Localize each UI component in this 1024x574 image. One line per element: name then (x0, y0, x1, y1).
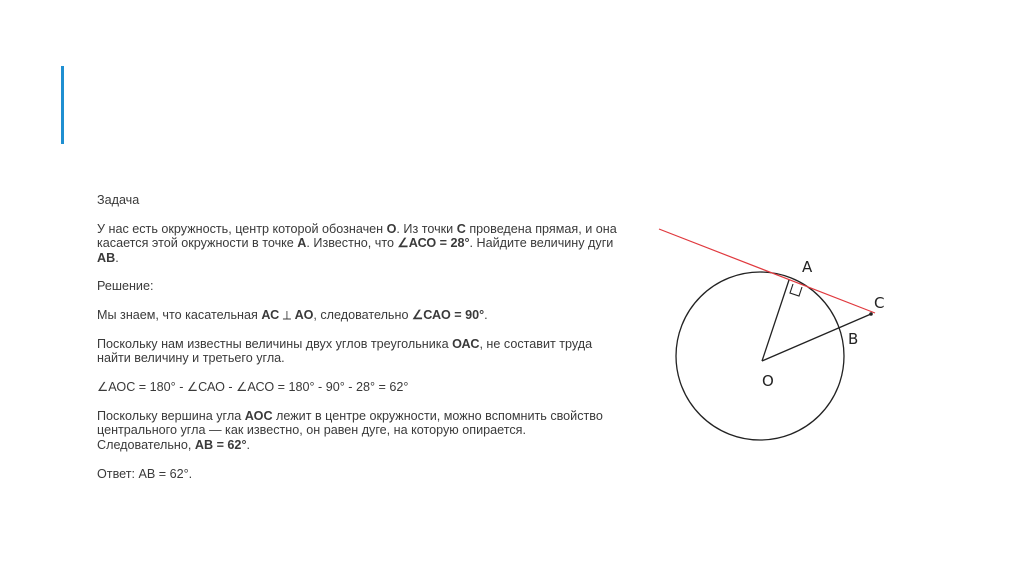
label-o: O (762, 372, 774, 390)
solution-step-1: Мы знаем, что касательная АС ⟂ АО, следовательно ∠САО = 90°. (97, 308, 488, 323)
answer: Ответ: АВ = 62°. (97, 466, 193, 481)
solution-step-4: Поскольку вершина угла АОС лежит в центре окружности, можно вспомнить свойство центрального угла — как известно, он равен дуге, на которую опирается. Следовательно, АВ = 62°. (97, 409, 603, 452)
solution-step-3: ∠АОС = 180° - ∠САО - ∠АСО = 180° - 90° - 28° = 62° (97, 380, 409, 395)
solution-heading: Решение: (97, 279, 154, 294)
arc-ab-bold: АВ (97, 250, 116, 265)
label-b: B (848, 330, 859, 348)
label-c: C (874, 294, 885, 312)
given-angle: ∠АСО = 28° (397, 236, 470, 251)
segment-oa (762, 280, 789, 361)
task-heading: Задача (97, 193, 140, 207)
point-c-bold: С (456, 221, 466, 236)
right-angle-mark (790, 284, 802, 296)
accent-bar (61, 66, 64, 144)
point-c-dot (869, 312, 873, 316)
point-a-bold: А (297, 236, 307, 251)
tangent-line (659, 229, 875, 313)
problem-statement: У нас есть окружность, центр которой обозначен О. Из точки С проведена прямая, и она касается этой окружности в точке А. Известно, что ∠АСО = 28°. Найдите величину дуги АВ. (97, 221, 617, 265)
geometry-figure (650, 218, 900, 458)
geometry-diagram (650, 218, 900, 458)
circle (676, 272, 844, 440)
problem-text (97, 193, 617, 495)
label-a: A (802, 258, 813, 276)
solution-step-2: Поскольку нам известны величины двух углов треугольника ОАС, не составит труда найти величину и третьего угла. (97, 337, 593, 366)
perpendicular-symbol: ⟂ (282, 308, 292, 323)
point-o-bold: О (386, 221, 397, 236)
